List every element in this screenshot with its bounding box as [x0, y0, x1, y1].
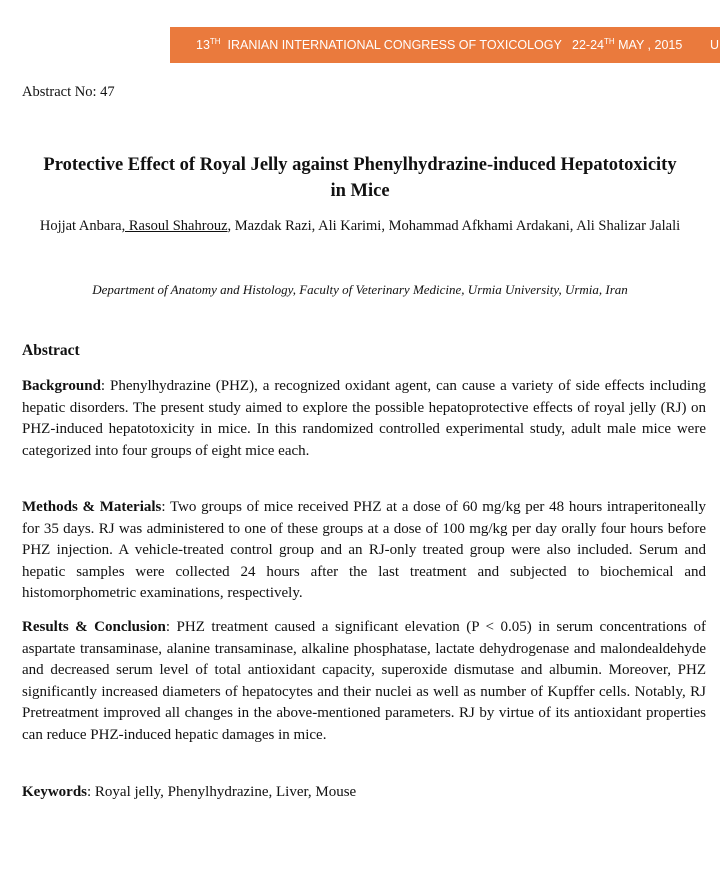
- paper-title: Protective Effect of Royal Jelly against Phenylhydrazine-induced Hepatotoxicity in Mice: [43, 155, 677, 201]
- background-label: Background: [22, 378, 101, 394]
- methods-label: Methods & Materials: [22, 499, 162, 515]
- congress-title: 13TH IRANIAN INTERNATIONAL CONGRESS OF TOXICOLOGY: [196, 37, 562, 52]
- affiliation: Department of Anatomy and Histology, Faculty of Veterinary Medicine, Urmia University, Urmia, Iran: [92, 282, 628, 297]
- congress-date: 22-24TH MAY , 2015: [572, 37, 683, 52]
- results-text: : PHZ treatment caused a significant elevation (P < 0.05) in serum concentrations of aspartate transaminase, alanine transaminase, alkaline phosphatase, lactate dehydrogenase and malondealdehyde and decreased serum level of total antioxidant capacity, superoxide dismutase and albumin. Moreover, PHZ significantly increased diameters of hepatocytes and their nuclei as well as number of Kupffer cells. Notably, RJ Pretreatment improved all changes in the above-mentioned parameters. RJ by virtue of its antioxidant properties can reduce PHZ-induced hepatic damages in mice.: [22, 619, 706, 743]
- keywords-text: : Royal jelly, Phenylhydrazine, Liver, Mouse: [87, 784, 357, 800]
- banner-overflow-text: U: [710, 38, 720, 52]
- methods-text: : Two groups of mice received PHZ at a dose of 60 mg/kg per 48 hours intraperitoneally for 35 days. RJ was administered to one of these groups at a dose of 100 mg/kg per day orally four hours before PHZ injection. A vehicle-treated control group and an RJ-only treated group were also included. Serum and hepatic samples were collected 24 hours after the last treatment and subjected to biochemical and histomorphometric examinations, respectively.: [22, 499, 706, 602]
- background-text: : Phenylhydrazine (PHZ), a recognized oxidant agent, can cause a variety of side effects including hepatic disorders. The present study aimed to explore the possible hepatoprotective effects of royal jelly (RJ) on PHZ-induced hepatotoxicity in mice. In this randomized controlled experimental study, adult male mice were categorized into four groups of eight mice each.: [22, 378, 706, 459]
- background-paragraph: [22, 376, 706, 462]
- methods-paragraph: [22, 497, 706, 605]
- results-label: Results & Conclusion: [22, 619, 166, 635]
- author-presenting: , Rasoul Shahrouz: [121, 218, 228, 234]
- keywords-label: Keywords: [22, 784, 87, 800]
- congress-banner: [170, 27, 720, 63]
- author-list: [20, 212, 700, 241]
- abstract-number: Abstract No: 47: [22, 84, 115, 100]
- abstract-heading: Abstract: [22, 342, 80, 359]
- results-paragraph: [22, 617, 706, 747]
- author-rest: , Mazdak Razi, Ali Karimi, Mohammad Afkhami Ardakani, Ali Shalizar Jalali: [227, 218, 681, 234]
- keywords-line: [22, 782, 706, 804]
- author-first: Hojjat Anbara: [39, 218, 122, 234]
